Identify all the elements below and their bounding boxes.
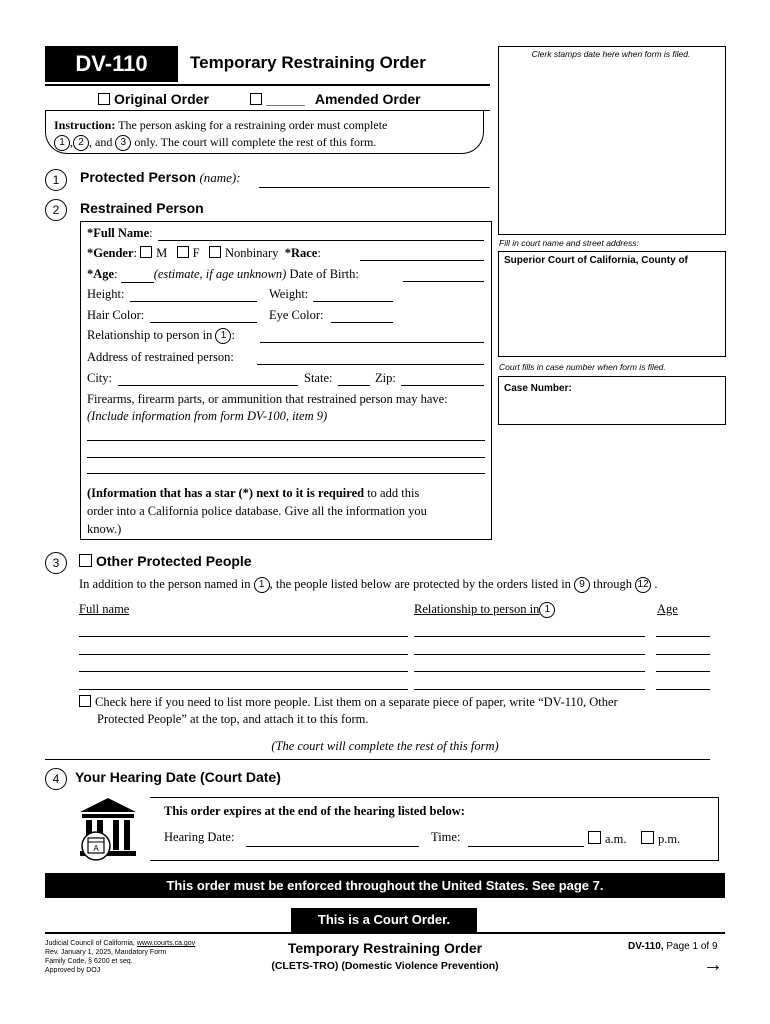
dob-field[interactable] [403, 281, 484, 282]
footer-page: DV-110, Page 1 of 9 [628, 941, 718, 952]
age-field[interactable] [121, 267, 154, 283]
protected-person-name-field[interactable] [259, 187, 490, 188]
state-label: State: [304, 371, 333, 385]
name-line-1[interactable] [79, 636, 408, 637]
other-protected-checkbox[interactable] [79, 554, 92, 567]
age-line-4[interactable] [656, 689, 710, 690]
col-full-name: Full name [79, 602, 130, 616]
full-name-label: *Full Name: [87, 226, 153, 240]
rel-line-3[interactable] [414, 671, 645, 672]
section-2-number: 2 [45, 199, 67, 221]
hearing-date-field[interactable] [246, 846, 419, 847]
gender-nonbinary-checkbox[interactable] [209, 246, 221, 258]
section-3-intro: In addition to the person named in 1 , the people listed below are protected by the orders listed in 9 through 12 . [79, 577, 657, 593]
address-label: Address of restrained person: [87, 350, 234, 364]
name-line-2[interactable] [79, 654, 408, 655]
section-3-heading[interactable]: Other Protected People [79, 553, 252, 569]
weight-field[interactable] [313, 301, 393, 302]
amended-order-option[interactable]: _____ Amended Order [250, 91, 421, 107]
header-rule [45, 84, 490, 86]
firearms-line-3[interactable] [87, 473, 485, 474]
relationship-label: Relationship to person in 1 : [87, 328, 235, 344]
firearms-label: Firearms, firearm parts, or ammunition that restrained person may have: [87, 392, 448, 406]
state-field[interactable] [338, 385, 370, 386]
height-label: Height: [87, 287, 125, 301]
rel-line-2[interactable] [414, 654, 645, 655]
age-line-1[interactable] [656, 636, 710, 637]
am-option[interactable]: a.m. [588, 831, 627, 847]
section-3-number: 3 [45, 552, 67, 574]
gender-m-checkbox[interactable] [140, 246, 152, 258]
court-order-badge: This is a Court Order. [291, 908, 477, 932]
name-line-4[interactable] [79, 689, 408, 690]
amended-order-checkbox[interactable] [250, 93, 262, 105]
firearms-line-1[interactable] [87, 440, 485, 441]
address-field[interactable] [257, 364, 484, 365]
col-age: Age [657, 602, 678, 616]
gender-f-checkbox[interactable] [177, 246, 189, 258]
form-id-badge: DV-110 [45, 46, 178, 82]
firearms-line-2[interactable] [87, 457, 485, 458]
rel-line-1[interactable] [414, 636, 645, 637]
next-page-arrow-icon[interactable]: → [703, 954, 723, 976]
section-3-rule [45, 759, 710, 760]
hearing-date-label: Hearing Date: [164, 830, 235, 844]
original-order-checkbox[interactable] [98, 93, 110, 105]
footer-left: Judicial Council of California, www.courts.ca.gov Rev. January 1, 2025, Mandatory Form Family Code, § 6200 et seq. Approved by DOJ [45, 940, 196, 974]
section-4-heading: Your Hearing Date (Court Date) [75, 769, 281, 785]
court-name-text: Superior Court of California, County of [504, 255, 688, 266]
rel-line-4[interactable] [414, 689, 645, 690]
form-title: Temporary Restraining Order [190, 53, 426, 72]
eye-color-field[interactable] [331, 322, 393, 323]
am-checkbox[interactable] [588, 831, 601, 844]
city-field[interactable] [118, 385, 298, 386]
time-label: Time: [431, 830, 461, 844]
zip-field[interactable] [401, 385, 484, 386]
clerk-stamp-label: Clerk stamps date here when form is filed. [531, 49, 691, 59]
footer-subtitle: (CLETS-TRO) (Domestic Violence Prevention) [271, 960, 499, 972]
race-field[interactable] [360, 260, 484, 261]
clerk-stamp-box [498, 46, 726, 235]
zip-label: Zip: [375, 371, 396, 385]
case-number-text: Case Number: [504, 383, 572, 394]
weight-label: Weight: [269, 287, 309, 301]
star-note: (Information that has a star (*) next to it is required to add this order into a California police database. Give all the information you know.) [87, 486, 427, 536]
relationship-field[interactable] [260, 342, 484, 343]
gender-row: *Gender: M F Nonbinary *Race: [87, 246, 321, 260]
hair-color-field[interactable] [150, 322, 257, 323]
height-field[interactable] [130, 301, 257, 302]
name-line-3[interactable] [79, 671, 408, 672]
full-name-field[interactable] [158, 240, 484, 241]
hair-color-label: Hair Color: [87, 308, 145, 322]
time-field[interactable] [468, 846, 584, 847]
svg-text:A: A [93, 844, 99, 853]
more-people-option[interactable]: Check here if you need to list more people. List them on a separate piece of paper, write “DV-110, Other Protected People” at the top, and attach it to this form. [79, 694, 618, 728]
enforcement-banner: This order must be enforced throughout the United States. See page 7. [45, 873, 725, 898]
age-line-3[interactable] [656, 671, 710, 672]
pm-checkbox[interactable] [641, 831, 654, 844]
eye-color-label: Eye Color: [269, 308, 324, 322]
section-1-number: 1 [45, 169, 67, 191]
case-number-label: Court fills in case number when form is filed. [499, 362, 666, 372]
section-2-heading: Restrained Person [80, 200, 204, 216]
age-row: *Age: (estimate, if age unknown) Date of Birth: [87, 267, 359, 281]
original-order-option[interactable]: Original Order [98, 91, 209, 107]
instruction-text: Instruction: The person asking for a restraining order must complete 1 , 2 , and 3 only. The court will complete the rest of this form. [54, 117, 387, 151]
section-1-heading: Protected Person (name): [80, 169, 241, 185]
courthouse-icon [76, 796, 140, 864]
court-complete-note: (The court will complete the rest of this form) [271, 739, 499, 753]
more-people-checkbox[interactable] [79, 695, 91, 707]
court-name-label: Fill in court name and street address: [499, 238, 639, 248]
pm-option[interactable]: p.m. [641, 831, 680, 847]
footer-title: Temporary Restraining Order [287, 940, 483, 956]
courts-link[interactable]: www.courts.ca.gov [136, 940, 196, 947]
col-relationship: Relationship to person in 1 [414, 602, 555, 618]
expires-text: This order expires at the end of the hearing listed below: [164, 804, 465, 818]
court-name-box[interactable] [498, 251, 726, 357]
section-4-number: 4 [45, 768, 67, 790]
age-line-2[interactable] [656, 654, 710, 655]
footer-rule [45, 932, 725, 934]
firearms-note: (Include information from form DV-100, item 9) [87, 409, 328, 423]
city-label: City: [87, 371, 113, 385]
